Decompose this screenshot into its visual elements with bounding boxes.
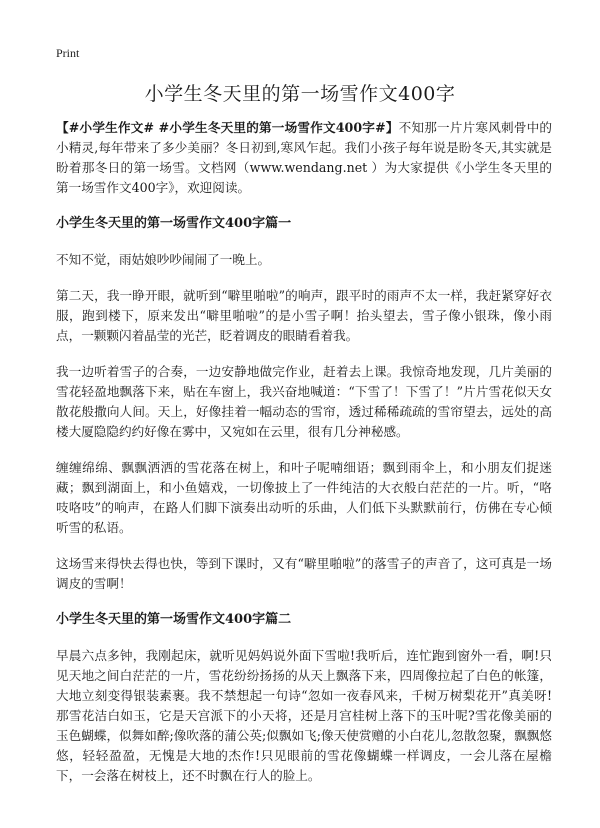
page-title: 小学生冬天里的第一场雪作文400字: [144, 83, 456, 105]
section1-paragraph-5: 这场雪来得快去得也快，等到下课时，又有“噼里啪啦”的落雪子的声音了，这可真是一场调皮的雪啊！: [56, 556, 552, 591]
intro-text: 不知那一片片寒风刺骨中的小精灵,每年带来了多少美丽？冬日初到,寒风乍起。我们小孩子每年说是盼冬天,其实就是盼着那冬日的第一场雪。文档网（www.wendang.net ）为大家提供《小学生冬天里的第一场雪作文400字》，欢迎阅读。: [56, 120, 552, 195]
article-body: [56, 118, 552, 802]
section2-paragraph-1: 早晨六点多钟，我刚起床，就听见妈妈说外面下雪啦!我听后，连忙跑到窗外一看，啊!只见天地之间白茫茫的一片，雪花纷纷扬扬的从天上飘落下来，四周像拉起了白色的帐篷，大地立刻变得银装素裹。我不禁想起一句诗“忽如一夜春风来，千树万树梨花开”真美呀!那雪花洁白如玉，它是天宫派下的小天将，还是月宫桂树上落下的玉叶呢?雪花像美丽的玉色蝴蝶，似舞如醉;像吹落的蒲公英;似飘如飞;像天使赏赠的小白花儿,忽散忽聚，飘飘悠悠，轻轻盈盈，无愧是大地的杰作!只见眼前的雪花像蝴蝶一样调皮，一会儿落在屋檐下，一会落在树枝上，还不时飘在行人的脸上。: [56, 648, 552, 783]
section1-paragraph-4: 缠缠绵绵、飘飘洒洒的雪花落在树上，和叶子呢喃细语；飘到雨伞上，和小朋友们捉迷藏；飘到湖面上，和小鱼嬉戏，一切像披上了一件纯洁的大衣般白茫茫的一片。听，“咯吱咯吱”的响声，在路人们脚下演奏出动听的乐曲，人们低下头默默前行，仿佛在专心倾听雪的私语。: [56, 460, 552, 535]
section1-heading: 小学生冬天里的第一场雪作文400字篇一: [56, 216, 292, 231]
section1-paragraph-1: 不知不觉，雨姑娘吵吵闹闹了一晚上。: [56, 252, 271, 267]
section2-heading: 小学生冬天里的第一场雪作文400字篇二: [56, 612, 292, 627]
intro-tag: 【#小学生作文# #小学生冬天里的第一场雪作文400字#】: [56, 120, 399, 135]
print-link[interactable]: Print: [56, 46, 80, 60]
section1-paragraph-3: 我一边听着雪子的合奏，一边安静地做完作业，赶着去上课。我惊奇地发现，几片美丽的雪花轻盈地飘落下来，贴在车窗上，我兴奋地喊道：“下雪了！下雪了！”片片雪花似天女散花般撒向人间。天上，好像挂着一幅动态的雪帘，透过稀稀疏疏的雪帘望去，远处的高楼大厦隐隐约约好像在雾中，又宛如在云里，很有几分神秘感。: [56, 364, 552, 439]
intro-paragraph: [56, 118, 552, 198]
section1-paragraph-2: 第二天，我一睁开眼，就听到“噼里啪啦”的响声，跟平时的雨声不太一样，我赶紧穿好衣服，跑到楼下，原来发出“噼里啪啦”的是小雪子啊！抬头望去，雪子像小银珠，像小雨点，一颗颗闪着晶莹的光芒，眨着调皮的眼睛看着我。: [56, 288, 552, 343]
